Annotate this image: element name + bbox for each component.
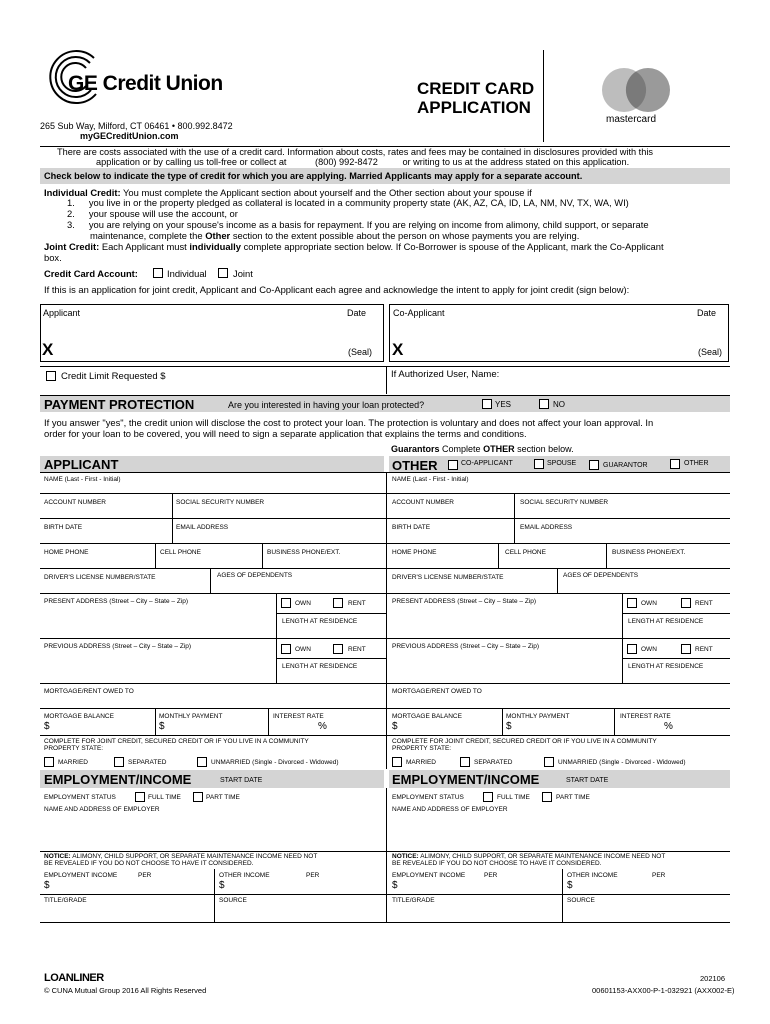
intro-line-2a: application or by calling us toll-free or collect at (96, 157, 287, 167)
intro-line-1: There are costs associated with the use of a credit card. Information about costs, rates and fees may be contained in disclosures provided with this (57, 147, 653, 157)
text: Complete (442, 444, 481, 454)
credit-limit-label: Credit Limit Requested $ (61, 371, 166, 382)
joint-ack: If this is an application for joint credit, Applicant and Co-Applicant each agree and acknowledge the intent to apply for joint credit (sign below): (44, 284, 630, 295)
other-income-label: OTHER INCOME (219, 872, 270, 879)
monthly-payment-label: MONTHLY PAYMENT (159, 713, 223, 720)
credit-item-2 (67, 208, 238, 219)
previous-address-label: PREVIOUS ADDRESS (Street – City – State – Zip) (392, 643, 540, 650)
previous-own-checkbox[interactable] (281, 644, 291, 654)
license-label: DRIVER'S LICENSE NUMBER/STATE (44, 574, 156, 581)
dependents-label: AGES OF DEPENDENTS (563, 572, 639, 579)
length-label: LENGTH AT RESIDENCE (628, 663, 704, 670)
credit-item-1 (67, 197, 629, 208)
sig-applicant-date: Date (347, 308, 367, 318)
per-label: PER (652, 872, 666, 879)
separated-label: SEPARATED (474, 759, 513, 766)
sig-coapp-date: Date (697, 308, 717, 318)
own-label: OWN (295, 646, 311, 653)
birth-date-label: BIRTH DATE (44, 524, 83, 531)
part-time-label: PART TIME (206, 794, 240, 801)
item-num: 2. (67, 208, 75, 219)
account-number-label: ACCOUNT NUMBER (44, 499, 106, 506)
percent-sign: % (664, 721, 673, 732)
per-label: PER (306, 872, 320, 879)
sig-applicant-label: Applicant (43, 308, 81, 318)
text-bold: OTHER (483, 444, 515, 454)
rent-label: RENT (348, 600, 366, 607)
individual-checkbox[interactable] (153, 268, 163, 278)
credit-item-3 (67, 219, 649, 230)
intro-phone: (800) 992-8472 (315, 157, 378, 167)
notice-text: ALIMONY, CHILD SUPPORT, OR SEPARATE MAINTENANCE INCOME NEED NOT (420, 853, 666, 860)
income-label: EMPLOYMENT INCOME (392, 872, 466, 879)
sig-applicant-x: X (42, 340, 54, 359)
intro-line-2c: or writing to us at the address stated on this application. (402, 157, 630, 167)
loanliner-logo: LOANLINER (44, 972, 104, 984)
present-rent-checkbox[interactable] (681, 598, 691, 608)
mortgage-owed-label: MORTGAGE/RENT OWED TO (44, 688, 134, 695)
full-time-checkbox[interactable] (483, 792, 493, 802)
complete-joint-2: PROPERTY STATE: (44, 745, 104, 752)
ssn-label: SOCIAL SECURITY NUMBER (520, 499, 609, 506)
dollar-sign: $ (44, 721, 50, 732)
ssn-label: SOCIAL SECURITY NUMBER (176, 499, 265, 506)
header-website[interactable]: myGECreditUnion.com (80, 131, 179, 141)
length-label: LENGTH AT RESIDENCE (628, 618, 704, 625)
applicant-signature-box[interactable] (40, 304, 384, 362)
employer-label: NAME AND ADDRESS OF EMPLOYER (44, 806, 160, 813)
notice-bold: NOTICE: (392, 853, 419, 860)
dollar-sign: $ (567, 880, 573, 891)
credit-item-3-cont (90, 230, 579, 241)
title-grade-label: TITLE/GRADE (392, 897, 435, 904)
full-time-label: FULL TIME (497, 794, 530, 801)
sig-coapp-seal: (Seal) (698, 347, 723, 357)
present-rent-checkbox[interactable] (333, 598, 343, 608)
emp-status-label: EMPLOYMENT STATUS (44, 794, 116, 801)
employment-title: EMPLOYMENT/INCOME (392, 772, 540, 787)
guarantor-checkbox[interactable] (589, 460, 599, 470)
dollar-sign: $ (219, 880, 225, 891)
source-label: SOURCE (219, 897, 247, 904)
payment-question: Are you interested in having your loan protected? (228, 400, 425, 410)
yes-label: YES (495, 400, 512, 409)
mastercard-logo-icon (598, 66, 674, 114)
complete-joint-2: PROPERTY STATE: (392, 745, 452, 752)
per-label: PER (138, 872, 152, 879)
text: section to the extent possible about the person on whose payments you are relying. (232, 230, 580, 241)
income-label: EMPLOYMENT INCOME (44, 872, 118, 879)
present-own-checkbox[interactable] (627, 598, 637, 608)
mortgage-owed-label: MORTGAGE/RENT OWED TO (392, 688, 482, 695)
dollar-sign: $ (159, 721, 165, 732)
unmarried-checkbox[interactable] (197, 757, 207, 767)
present-own-checkbox[interactable] (281, 598, 291, 608)
co-applicant-checkbox[interactable] (448, 460, 458, 470)
start-date-label: START DATE (566, 777, 609, 784)
married-label: MARRIED (58, 759, 88, 766)
copyright: © CUNA Mutual Group 2016 All Rights Reserved (44, 986, 207, 995)
dollar-sign: $ (44, 880, 50, 891)
length-label: LENGTH AT RESIDENCE (282, 663, 358, 670)
complete-joint-1: COMPLETE FOR JOINT CREDIT, SECURED CREDIT OR IF YOU LIVE IN A COMMUNITY (44, 738, 309, 745)
dollar-sign: $ (392, 880, 398, 891)
married-checkbox[interactable] (44, 757, 54, 767)
previous-rent-checkbox[interactable] (333, 644, 343, 654)
separated-label: SEPARATED (128, 759, 167, 766)
text: complete appropriate section below. If Co-Borrower is spouse of the Applicant, mark the Co-Applicant (243, 241, 664, 252)
sig-applicant-seal: (Seal) (348, 347, 373, 357)
account-label: Credit Card Account: (44, 268, 138, 279)
unmarried-checkbox[interactable] (544, 757, 554, 767)
cell-phone-label: CELL PHONE (160, 549, 201, 556)
individual-credit-title: Individual Credit: (44, 187, 121, 198)
text: Each Applicant must (101, 241, 187, 252)
complete-joint-1: COMPLETE FOR JOINT CREDIT, SECURED CREDIT OR IF YOU LIVE IN A COMMUNITY (392, 738, 657, 745)
joint-label: Joint (233, 268, 253, 279)
length-label: LENGTH AT RESIDENCE (282, 618, 358, 625)
item-num: 3. (67, 219, 75, 230)
previous-address-label: PREVIOUS ADDRESS (Street – City – State – Zip) (44, 643, 192, 650)
name-label: NAME (Last - First - Initial) (392, 476, 469, 483)
mastercard-wordmark: mastercard (606, 114, 657, 125)
mortgage-balance-label: MORTGAGE BALANCE (392, 713, 462, 720)
percent-sign: % (318, 721, 327, 732)
header-address: 265 Sub Way, Milford, CT 06461 • 800.992.8472 (40, 121, 233, 131)
unmarried-label: UNMARRIED (Single - Divorced - Widowed) (211, 759, 339, 766)
employer-label: NAME AND ADDRESS OF EMPLOYER (392, 806, 508, 813)
intro-line-2 (96, 157, 629, 167)
license-label: DRIVER'S LICENSE NUMBER/STATE (392, 574, 504, 581)
rent-label: RENT (695, 600, 713, 607)
text-bold: Guarantors (391, 444, 440, 454)
own-label: OWN (641, 646, 657, 653)
married-checkbox[interactable] (392, 757, 402, 767)
full-time-label: FULL TIME (148, 794, 181, 801)
guarantors-note (391, 444, 574, 454)
unmarried-label: UNMARRIED (Single - Divorced - Widowed) (558, 759, 686, 766)
item-num: 1. (67, 197, 75, 208)
payment-text-1: If you answer "yes", the credit union will disclose the cost to protect your loan. The protection is voluntary and does not affect your loan approval. In (44, 417, 654, 428)
item-text: you live in or the property pledged as collateral is located in a community property state (AK, AZ, CA, ID, LA, NM, NV, TX, WA, WI) (88, 197, 629, 208)
gecu-logo (40, 48, 260, 118)
home-phone-label: HOME PHONE (392, 549, 437, 556)
payment-title: PAYMENT PROTECTION (44, 397, 195, 412)
text: maintenance, complete the (90, 230, 203, 241)
per-label: PER (484, 872, 498, 879)
monthly-payment-label: MONTHLY PAYMENT (506, 713, 570, 720)
married-label: MARRIED (406, 759, 436, 766)
mortgage-balance-label: MORTGAGE BALANCE (44, 713, 114, 720)
joint-credit (44, 241, 664, 252)
no-checkbox[interactable] (539, 399, 549, 409)
brand-name: GE Credit Union (68, 72, 223, 95)
rent-label: RENT (348, 646, 366, 653)
part-time-checkbox[interactable] (193, 792, 203, 802)
text-bold: Other (205, 230, 231, 241)
notice-line-2: BE REVEALED IF YOU DO NOT CHOOSE TO HAVE IT CONSIDERED. (392, 860, 602, 867)
email-label: EMAIL ADDRESS (176, 524, 229, 531)
own-label: OWN (641, 600, 657, 607)
business-phone-label: BUSINESS PHONE/EXT. (267, 549, 341, 556)
footer-code-1: 202106 (700, 974, 726, 983)
other-title: OTHER (392, 458, 438, 473)
title-grade-label: TITLE/GRADE (44, 897, 87, 904)
authorized-user-label: If Authorized User, Name: (391, 369, 500, 380)
dollar-sign: $ (506, 721, 512, 732)
sig-coapp-label: Co-Applicant (393, 308, 445, 318)
full-time-checkbox[interactable] (135, 792, 145, 802)
payment-text-2: order for your loan to be covered, you will need to sign a separate application that explains the terms and conditions. (44, 428, 527, 439)
account-number-label: ACCOUNT NUMBER (392, 499, 454, 506)
email-label: EMAIL ADDRESS (520, 524, 573, 531)
birth-date-label: BIRTH DATE (392, 524, 431, 531)
home-phone-label: HOME PHONE (44, 549, 89, 556)
notice-text: ALIMONY, CHILD SUPPORT, OR SEPARATE MAINTENANCE INCOME NEED NOT (72, 853, 318, 860)
name-label: NAME (Last - First - Initial) (44, 476, 121, 483)
co-applicant-label: CO-APPLICANT (461, 460, 513, 467)
dollar-sign: $ (392, 721, 398, 732)
individual-credit-text: You must complete the Applicant section about yourself and the Other section about your spouse if (123, 187, 532, 198)
joint-checkbox[interactable] (218, 268, 228, 278)
interest-rate-label: INTEREST RATE (273, 713, 324, 720)
spouse-checkbox[interactable] (534, 459, 544, 469)
dependents-label: AGES OF DEPENDENTS (217, 572, 293, 579)
emp-status-label: EMPLOYMENT STATUS (392, 794, 464, 801)
source-label: SOURCE (567, 897, 595, 904)
credit-limit-checkbox[interactable] (46, 371, 56, 381)
joint-credit-title: Joint Credit: (44, 241, 100, 252)
no-label: NO (553, 400, 565, 409)
form-title-1: CREDIT CARD (417, 79, 535, 98)
item-text: your spouse will use the account, or (88, 208, 238, 219)
applicant-title: APPLICANT (44, 457, 119, 472)
previous-own-checkbox[interactable] (627, 644, 637, 654)
other-label: OTHER (684, 460, 709, 467)
other-income-label: OTHER INCOME (567, 872, 618, 879)
intro-banner: Check below to indicate the type of credit for which you are applying. Married Applicants may apply for a separate account. (44, 171, 583, 181)
separated-checkbox[interactable] (460, 757, 470, 767)
form-title-2: APPLICATION (417, 98, 531, 117)
spouse-label: SPOUSE (547, 460, 577, 467)
guarantor-label: GUARANTOR (603, 462, 648, 469)
cell-phone-label: CELL PHONE (505, 549, 546, 556)
notice-bold: NOTICE: (44, 853, 71, 860)
present-address-label: PRESENT ADDRESS (Street – City – State – Zip) (392, 598, 537, 605)
separated-checkbox[interactable] (114, 757, 124, 767)
start-date-label: START DATE (220, 777, 263, 784)
interest-rate-label: INTEREST RATE (620, 713, 671, 720)
present-address-label: PRESENT ADDRESS (Street – City – State – Zip) (44, 598, 189, 605)
joint-credit-cont: box. (44, 252, 62, 263)
rent-label: RENT (695, 646, 713, 653)
item-text: you are relying on your spouse's income as a basis for repayment. If you are relying on income from alimony, child support, or separate (88, 219, 649, 230)
header-divider (543, 50, 544, 142)
own-label: OWN (295, 600, 311, 607)
part-time-checkbox[interactable] (542, 792, 552, 802)
notice-line-2: BE REVEALED IF YOU DO NOT CHOOSE TO HAVE IT CONSIDERED. (44, 860, 254, 867)
text: section below. (517, 444, 574, 454)
footer-code-2: 00601153-AXX00-P-1-032921 (AXX002-E) (592, 986, 735, 995)
business-phone-label: BUSINESS PHONE/EXT. (612, 549, 686, 556)
sig-coapp-x: X (392, 340, 404, 359)
text-bold: individually (189, 241, 241, 252)
other-checkbox[interactable] (670, 459, 680, 469)
previous-rent-checkbox[interactable] (681, 644, 691, 654)
yes-checkbox[interactable] (482, 399, 492, 409)
part-time-label: PART TIME (556, 794, 590, 801)
employment-title: EMPLOYMENT/INCOME (44, 772, 192, 787)
individual-label: Individual (167, 268, 207, 279)
